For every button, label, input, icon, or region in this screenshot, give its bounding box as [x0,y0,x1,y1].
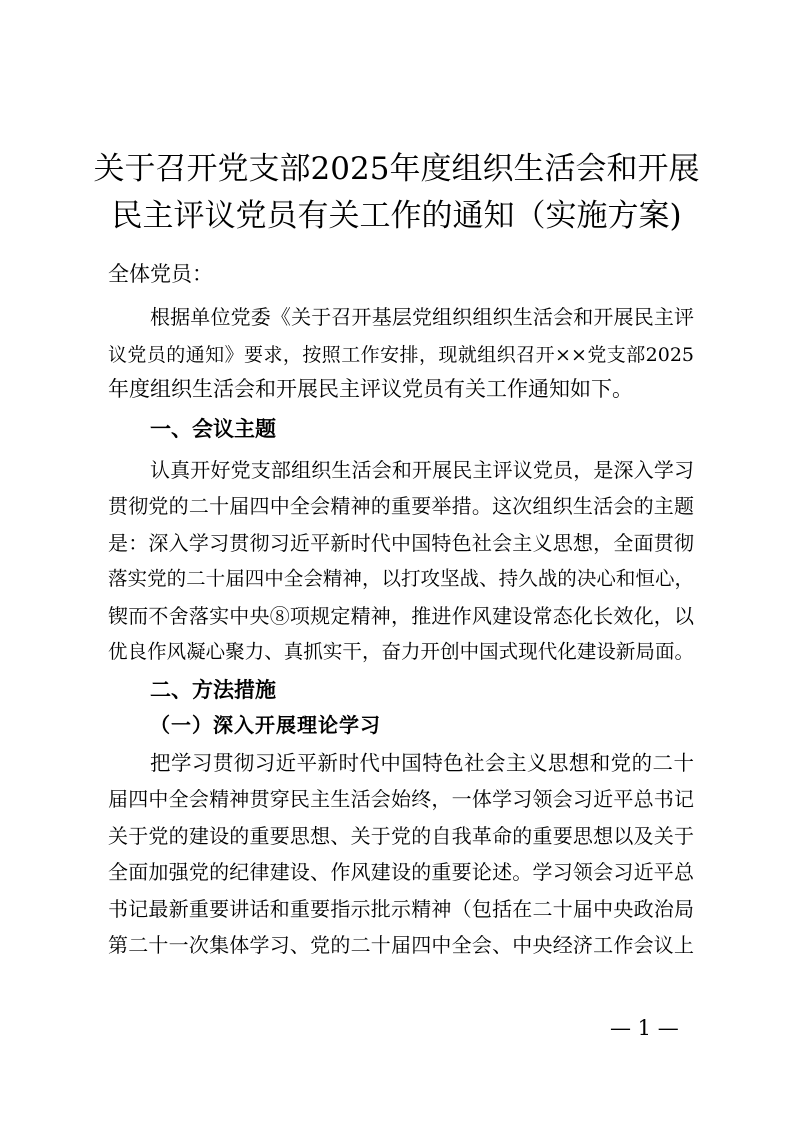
salutation: 全体党员： [108,262,213,286]
section-1-line: 贯彻党的二十届四中全会精神的重要举措。这次组织生活会的主题 [108,494,694,518]
section-1-line: 锲而不舍落实中央⑧项规定精神，推进作风建设常态化长效化，以 [108,604,694,628]
section-2-line: 全面加强党的纪律建设、作风建设的重要论述。学习领会习近平总 [108,860,694,884]
document-title-line-1: 关于召开党支部2025年度组织生活会和开展 [93,151,700,187]
section-2-line: 第二十一次集体学习、党的二十届四中全会、中央经济工作会议上 [108,933,694,957]
section-2-subheading: （一）深入开展理论学习 [150,713,381,737]
section-1-line: 认真开好党支部组织生活会和开展民主评议党员，是深入学习 [150,458,694,482]
document-title-line-2: 民主评议党员有关工作的通知（实施方案) [111,198,682,234]
section-2-line: 关于党的建设的重要思想、关于党的自我革命的重要思想以及关于 [108,824,694,848]
section-2-line: 书记最新重要讲话和重要指示批示精神（包括在二十届中央政治局 [108,897,694,921]
section-1-heading: 一、会议主题 [150,417,276,441]
intro-line: 议党员的通知》要求，按照工作安排，现就组织召开××党支部2025 [108,344,694,366]
section-2-line: 把学习贯彻习近平新时代中国特色社会主义思想和党的二十 [150,751,694,775]
section-2-line: 届四中全会精神贯穿民主生活会始终，一体学习领会习近平总书记 [108,787,694,811]
intro-line: 根据单位党委《关于召开基层党组织组织生活会和开展民主评 [150,305,694,329]
section-2-heading: 二、方法措施 [150,678,276,702]
section-1-line: 是：深入学习贯彻习近平新时代中国特色社会主义思想，全面贯彻 [108,531,694,555]
section-1-line: 落实党的二十届四中全会精神，以打攻坚战、持久战的决心和恒心， [108,567,694,590]
section-1-line: 优良作风凝心聚力、真抓实干，奋力开创中国式现代化建设新局面。 [108,640,694,663]
intro-line: 年度组织生活会和开展民主评议党员有关工作通知如下。 [108,377,633,401]
page-number: — 1 — [610,1016,679,1040]
